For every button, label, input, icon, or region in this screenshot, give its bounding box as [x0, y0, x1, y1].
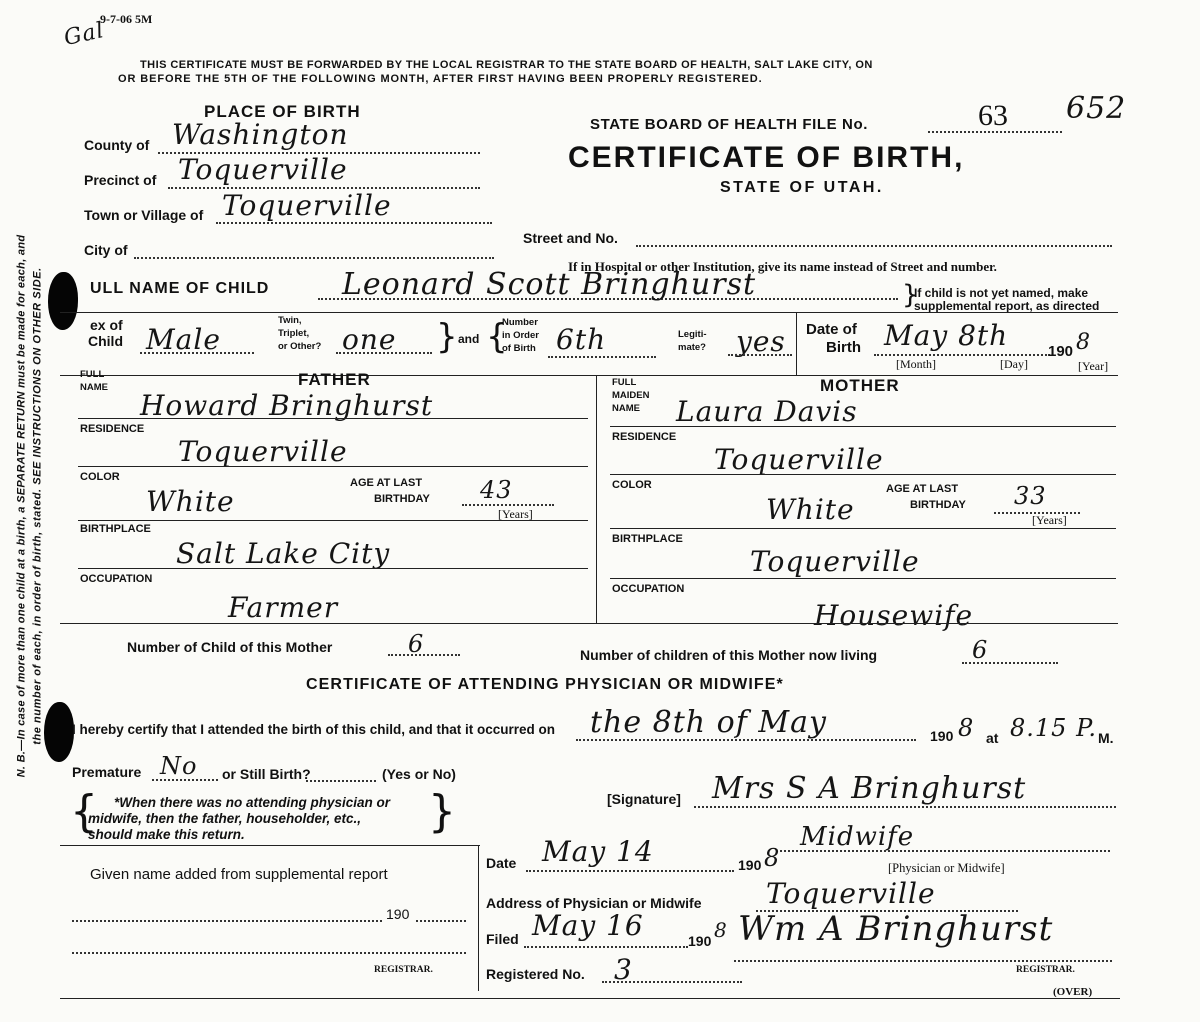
note-line-3: should make this return. — [88, 827, 245, 842]
binder-hole-top — [48, 272, 78, 330]
sex-value: Male — [146, 323, 221, 356]
filed-value: May 16 — [532, 909, 644, 942]
supplemental-registrar-label: REGISTRAR. — [374, 965, 433, 975]
precinct-label: Precinct of — [84, 172, 157, 188]
father-birthplace-line — [78, 568, 588, 569]
address-label: Address of Physician or Midwife — [486, 895, 702, 911]
dob-divider — [796, 312, 797, 376]
filed-line — [524, 946, 688, 948]
form-code: 9-7-06 5M — [100, 12, 153, 26]
city-label: City of — [84, 242, 128, 258]
town-label: Town or Village of — [84, 207, 204, 223]
twin-label-2: Triplet, — [278, 328, 310, 339]
sex-label-2: Child — [88, 333, 123, 349]
time-value: 8.15 P. — [1010, 714, 1097, 742]
midwife-role-value: Midwife — [800, 822, 915, 852]
supplemental-year-prefix: 190 — [386, 906, 410, 922]
m-label: M. — [1098, 730, 1114, 746]
parents-divider — [596, 375, 597, 623]
signature-value: Mrs S A Bringhurst — [712, 771, 1027, 806]
date-label: Date — [486, 855, 517, 871]
father-occupation-label: OCCUPATION — [80, 573, 153, 585]
order-brace: { — [486, 317, 508, 357]
registrar-signature: Wm A Bringhurst — [738, 909, 1054, 949]
legit-label-2: mate? — [678, 342, 706, 353]
supplemental-divider — [478, 845, 479, 991]
registrar-label: REGISTRAR. — [1016, 965, 1075, 975]
stillbirth-line — [306, 780, 376, 782]
street-line — [636, 245, 1112, 247]
date-value: May 14 — [542, 835, 654, 868]
dob-year-value: 8 — [1076, 330, 1091, 355]
premature-value: No — [160, 752, 198, 780]
twin-value: one — [342, 323, 397, 356]
father-color-value: White — [146, 485, 235, 518]
precinct-value: Toquerville — [178, 153, 348, 186]
file-no-extra: 652 — [1066, 91, 1127, 126]
county-value: Washington — [172, 118, 349, 151]
role-line — [780, 850, 1110, 852]
mother-years-label: [Years] — [1032, 513, 1067, 527]
father-name-line — [78, 418, 588, 419]
mother-name-line — [610, 426, 1116, 427]
day-label: [Day] — [1000, 357, 1028, 371]
birth-order-line — [548, 356, 656, 358]
twin-label-1: Twin, — [278, 315, 302, 326]
role-label: [Physician or Midwife] — [888, 861, 1005, 875]
certificate-title: CERTIFICATE OF BIRTH, — [568, 141, 965, 174]
bottom-rule — [60, 998, 1120, 999]
note-brace-left: { — [70, 786, 98, 837]
occurred-year-value: 8 — [958, 714, 975, 742]
father-color-label: COLOR — [80, 471, 120, 483]
binder-hole-bottom — [44, 702, 74, 762]
city-line — [134, 257, 494, 259]
father-age-value: 43 — [480, 476, 513, 504]
sex-label-1: ex of — [90, 317, 123, 333]
legitimate-line — [728, 354, 792, 356]
order-label-1: Number — [502, 317, 538, 328]
mother-name-label-2: MAIDEN — [612, 390, 650, 401]
order-label-2: in Order — [502, 330, 539, 341]
and-label: and — [458, 332, 480, 346]
child-name-label: ULL NAME OF CHILD — [90, 280, 270, 297]
dob-label-2: Birth — [826, 339, 861, 356]
occurred-year-prefix: 190 — [930, 728, 954, 744]
mother-birthplace-line — [610, 578, 1116, 579]
living-value: 6 — [972, 636, 989, 664]
note-line-1: *When there was no attending physician or — [114, 795, 391, 810]
signature-line — [694, 806, 1116, 808]
corner-handwritten-mark: Gal — [61, 18, 107, 51]
father-name-label-2: NAME — [80, 382, 108, 393]
physician-heading: CERTIFICATE OF ATTENDING PHYSICIAN OR MIDWIFE* — [306, 676, 784, 693]
note-line-2: midwife, then the father, householder, etc., — [88, 811, 362, 826]
note-brace-right: } — [428, 786, 456, 837]
date-year-prefix: 190 — [738, 857, 762, 873]
birth-order-value: 6th — [556, 323, 607, 356]
mother-residence-line — [610, 474, 1116, 475]
file-no-value: 63 — [978, 99, 1008, 132]
occurred-value: the 8th of May — [590, 705, 827, 740]
dob-year-prefix: 190 — [1048, 343, 1074, 360]
father-residence-value: Toquerville — [178, 435, 348, 468]
child-details-top-rule — [60, 312, 1118, 313]
father-years-label: [Years] — [498, 507, 533, 521]
filed-label: Filed — [486, 931, 519, 947]
supplemental-top-rule — [60, 845, 480, 846]
mother-color-line — [610, 528, 1116, 529]
father-occupation-value: Farmer — [228, 591, 339, 624]
notice-line-2: OR BEFORE THE 5TH OF THE FOLLOWING MONTH, AFTER FIRST HAVING BEEN PROPERLY REGISTERED. — [118, 73, 763, 85]
mother-birthplace-label: BIRTHPLACE — [612, 533, 683, 545]
registered-label: Registered No. — [486, 966, 585, 982]
street-label: Street and No. — [523, 230, 618, 246]
month-label: [Month] — [896, 357, 936, 371]
signature-label: [Signature] — [607, 791, 681, 807]
certify-text: I hereby certify that I attended the birth of this child, and that it occurred on — [72, 722, 556, 737]
dob-line — [874, 354, 1050, 356]
child-number-label: Number of Child of this Mother — [127, 639, 333, 655]
parents-top-rule — [60, 375, 1118, 376]
not-named-brace: } — [902, 280, 919, 310]
father-residence-line — [78, 466, 588, 467]
sex-line — [140, 352, 254, 354]
supplemental-line-2 — [72, 952, 466, 954]
date-line — [526, 870, 734, 872]
parents-bottom-rule — [60, 623, 1118, 624]
father-age-line — [462, 504, 554, 506]
filed-year-value: 8 — [714, 918, 728, 942]
not-named-line-1: If child is not yet named, make — [914, 286, 1089, 300]
state-subtitle: STATE OF UTAH. — [720, 179, 884, 196]
father-age-label-2: BIRTHDAY — [374, 493, 430, 505]
legitimate-value: yes — [736, 325, 786, 358]
mother-name-label-1: FULL — [612, 377, 637, 388]
side-note-line-2: the number of each, in order of birth, stated. SEE INSTRUCTIONS ON OTHER SIDE. — [31, 267, 44, 745]
mother-residence-label: RESIDENCE — [612, 431, 677, 443]
date-year-value: 8 — [764, 844, 781, 872]
not-named-line-2: supplemental report, as directed — [914, 299, 1100, 313]
county-label: County of — [84, 137, 150, 153]
town-line — [216, 222, 492, 224]
mother-age-value: 33 — [1014, 482, 1047, 510]
child-name-value: Leonard Scott Bringhurst — [342, 267, 757, 302]
father-birthplace-label: BIRTHPLACE — [80, 523, 151, 535]
mother-color-value: White — [766, 493, 855, 526]
twin-line — [336, 352, 432, 354]
over-label: (OVER) — [1053, 986, 1093, 998]
yes-no-label: (Yes or No) — [382, 766, 456, 782]
hospital-note: If in Hospital or other Institution, give its name instead of Street and number. — [568, 259, 997, 274]
supplemental-line-1 — [72, 920, 382, 922]
father-color-line — [78, 520, 588, 521]
mother-age-label-2: BIRTHDAY — [910, 499, 966, 511]
premature-label: Premature — [72, 764, 142, 780]
mother-color-label: COLOR — [612, 479, 652, 491]
father-birthplace-value: Salt Lake City — [176, 537, 391, 570]
filed-year-prefix: 190 — [688, 933, 712, 949]
mother-birthplace-value: Toquerville — [750, 545, 920, 578]
order-label-3: of Birth — [502, 343, 536, 354]
file-no-label: STATE BOARD OF HEALTH FILE No. — [590, 116, 868, 133]
mother-residence-value: Toquerville — [714, 443, 884, 476]
mother-heading: MOTHER — [820, 376, 900, 395]
father-heading: FATHER — [298, 370, 371, 389]
mother-occupation-label: OCCUPATION — [612, 583, 685, 595]
stillbirth-label: or Still Birth? — [222, 766, 311, 782]
at-label: at — [986, 730, 999, 746]
father-name-value: Howard Bringhurst — [140, 389, 434, 422]
side-note-line-1: N. B.—In case of more than one child at a birth, a SEPARATE RETURN must be made for each, and — [15, 234, 28, 778]
living-label: Number of children of this Mother now living — [580, 647, 878, 663]
mother-name-value: Laura Davis — [676, 395, 858, 428]
legit-label-1: Legiti- — [678, 329, 707, 340]
place-of-birth-heading: PLACE OF BIRTH — [204, 102, 361, 121]
mother-age-label-1: AGE AT LAST — [886, 483, 959, 495]
supplemental-year-line — [416, 920, 466, 922]
dob-label-1: Date of — [806, 321, 857, 338]
father-name-label-1: FULL — [80, 369, 105, 380]
twin-brace: } — [436, 317, 458, 357]
dob-value: May 8th — [884, 319, 1009, 352]
child-number-value: 6 — [408, 630, 425, 658]
father-age-label-1: AGE AT LAST — [350, 477, 423, 489]
town-value: Toquerville — [222, 189, 392, 222]
supplemental-label: Given name added from supplemental report — [90, 866, 388, 883]
year-label: [Year] — [1078, 359, 1109, 373]
registrar-line — [734, 960, 1112, 962]
mother-occupation-value: Housewife — [814, 599, 974, 632]
twin-label-3: or Other? — [278, 341, 322, 352]
father-residence-label: RESIDENCE — [80, 423, 145, 435]
address-value: Toquerville — [766, 877, 936, 910]
registered-value: 3 — [614, 953, 633, 986]
mother-name-label-3: NAME — [612, 403, 640, 414]
notice-line-1: THIS CERTIFICATE MUST BE FORWARDED BY THE LOCAL REGISTRAR TO THE STATE BOARD OF HEALTH, SALT LAKE CITY, ON — [140, 59, 873, 71]
